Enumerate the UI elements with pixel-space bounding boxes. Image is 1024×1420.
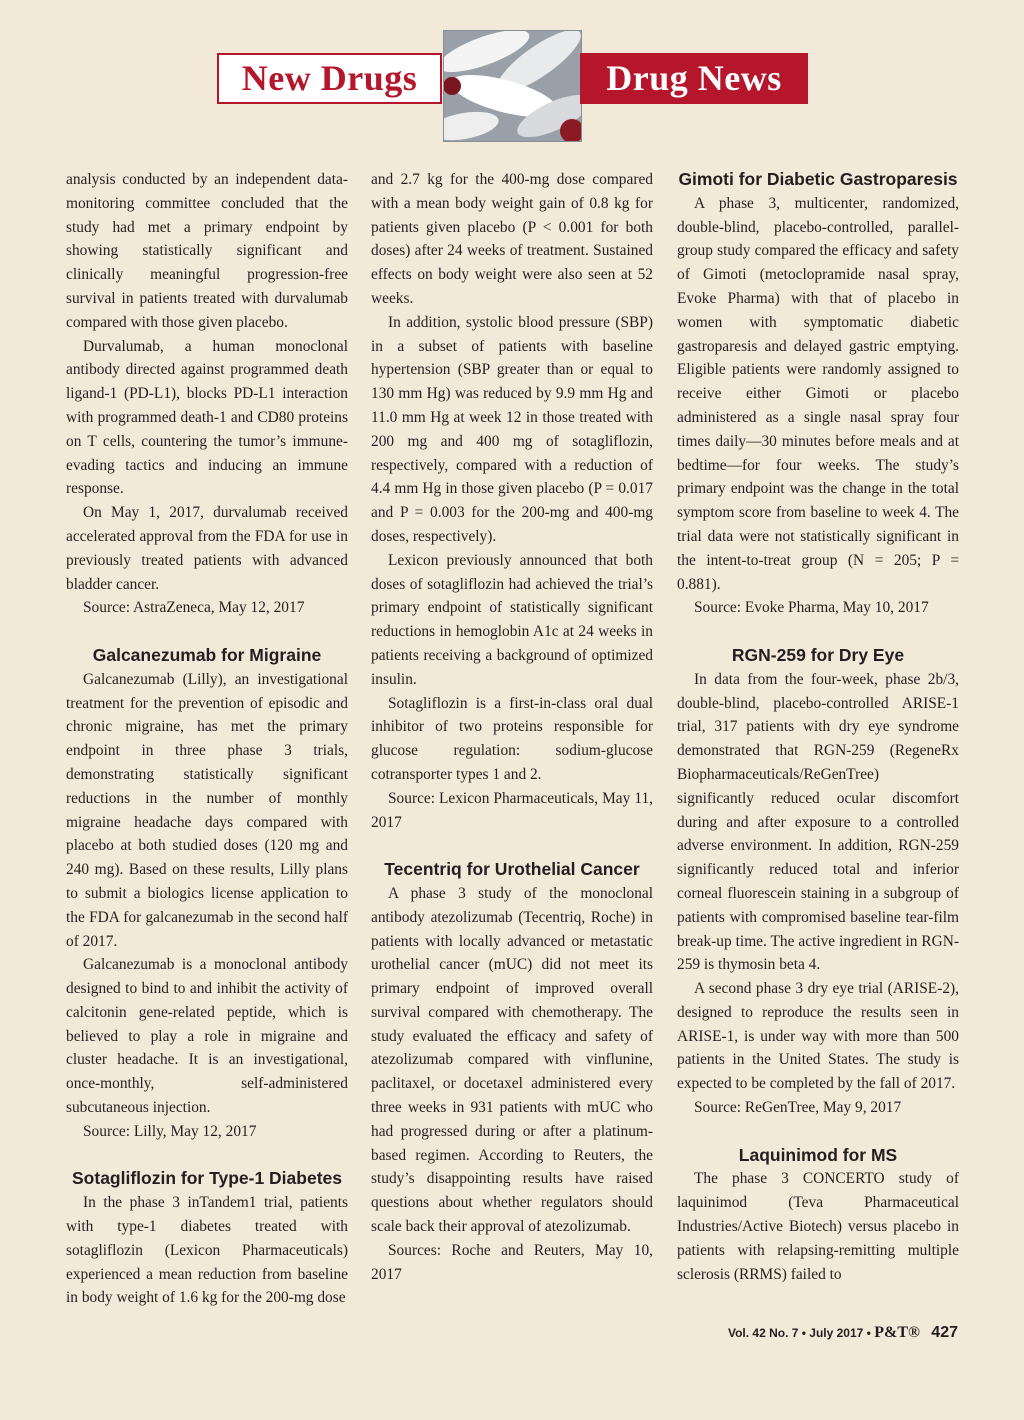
article-paragraph: and 2.7 kg for the 400-mg dose compared with a mean body weight gain of 0.8 kg for patients given placebo (P < 0.001 for both doses) after 24 weeks of treatment. Sustained effects on body weight were also seen at 52 weeks. [371,171,653,307]
article-paragraph: Source: Lilly, May 12, 2017 [83,1122,257,1140]
article-paragraph: Durvalumab, a human monoclonal antibody directed against programmed death ligand-1 (PD-L1), blocks PD-L1 interaction with programmed death-1 and CD80 proteins on T cells, countering the tumor’s immune-evading tactics and inducing an immune response. [66,337,348,498]
article-paragraph: Galcanezumab is a monoclonal antibody designed to bind to and inhibit the activity of calcitonin gene-related peptide, which is believed to play a role in migraine and cluster headache. It is an investigational, once-monthly, self-administered subcutaneous injection. [66,956,348,1117]
article-heading: RGN-259 for Dry Eye [731,644,905,665]
article-paragraph: Galcanezumab (Lilly), an investigational treatment for the prevention of episodic and chronic migraine, has met the primary endpoint in three phase 3 trials, demonstrating statistically significant reductions in the number of monthly migraine headache days compared with placebo at both studied doses (120 mg and 240 mg). Based on these results, Lilly plans to submit a biologics license application to the FDA for galcanezumab in the second half of 2017. [66,670,348,950]
article-heading: Gimoti for Diabetic Gastroparesis [678,169,958,189]
page-number: 427 [931,1324,958,1341]
footer-citation: Vol. 42 No. 7 • July 2017 • [727,1326,871,1340]
drug-news-banner: Drug News [580,53,808,104]
new-drugs-banner: New Drugs [217,53,442,104]
article-paragraph: Lexicon previously announced that both doses of sotagliflozin had achieved the trial’s primary endpoint of statistically significant reductions in hemoglobin A1c at 24 weeks in patients receiving a background of optimized insulin. [371,551,653,688]
article-paragraph: analysis conducted by an independent data-monitoring committee concluded that the study had met a primary endpoint by showing statistically significant and clinically meaningful progression-free survival in patients treated with durvalumab compared with those given placebo. [66,171,348,331]
column-1 [66,168,348,1310]
spacer [677,620,959,644]
spacer [66,620,348,644]
article-paragraph: In addition, systolic blood pressure (SBP) in a subset of patients with baseline hypertension (SBP greater than or equal to 130 mm Hg) was reduced by 9.9 mm Hg and 11.0 mm Hg at week 12 in those treated with 200 mg and 400 mg of sotagliflozin, respectively, compared with a reduction of 4.4 mm Hg in those given placebo (P = 0.017 and P = 0.003 for the 200-mg and 400-mg doses, respectively). [371,313,653,545]
page-footer [728,1324,958,1342]
section-header [0,30,1024,140]
spacer [677,1120,959,1144]
article-paragraph: In data from the four-week, phase 2b/3, double-blind, placebo-controlled ARISE-1 trial, 317 patients with dry eye syndrome demonstrated that RGN-259 (RegeneRx Biopharmaceuticals/ReGenTree) significantly reduced ocular discomfort during and after exposure to a controlled adverse environment. In addition, RGN-259 significantly reduced total and inferior corneal fluorescein staining in a subgroup of patients with compromised baseline tear-film break-up time. The active ingredient in RGN-259 is thymosin beta 4. [677,670,959,974]
column-2 [371,168,653,1286]
article-heading: Galcanezumab for Migraine [92,644,322,665]
article-paragraph: Source: Evoke Pharma, May 10, 2017 [694,599,929,617]
pills-illustration [444,31,581,141]
article-heading: Tecentriq for Urothelial Cancer [384,859,640,880]
article-heading: Sotagliflozin for Type-1 Diabetes [72,1168,342,1189]
article-paragraph: Source: AstraZeneca, May 12, 2017 [83,599,305,617]
article-paragraph: Source: ReGenTree, May 9, 2017 [694,1099,902,1117]
article-paragraph: A phase 3 study of the monoclonal antibody atezolizumab (Tecentriq, Roche) in patients with locally advanced or metastatic urothelial cancer (mUC) did not meet its primary endpoint of improved overall survival compared with chemotherapy. The study evaluated the efficacy and safety of atezolizumab compared with vinflunine, paclitaxel, or docetaxel administered every three weeks in 931 patients with mUC who had progressed during or after a platinum-based regimen. According to Reuters, the study’s disappointing results have raised questions about whether regulators should scale back their approval of atezolizumab. [371,884,653,1236]
spacer [371,834,653,858]
article-paragraph: In the phase 3 inTandem1 trial, patients with type-1 diabetes treated with sotagliflozin (Lexicon Pharmaceuticals) experienced a mean reduction from baseline in body weight of 1.6 kg for the 200-mg dose [66,1194,348,1307]
article-paragraph: Sotagliflozin is a first-in-class oral dual inhibitor of two proteins responsible for glucose regulation: sodium-glucose cotransporter types 1 and 2. [371,694,653,783]
spacer [66,1144,348,1168]
journal-name: P&T® [874,1324,920,1341]
article-paragraph: On May 1, 2017, durvalumab received accelerated approval from the FDA for use in previously treated patients with advanced bladder cancer. [66,504,348,593]
article-paragraph: Source: Lexicon Pharmaceuticals, May 11, 2017 [371,789,653,831]
article-paragraph: The phase 3 CONCERTO study of laquinimod (Teva Pharmaceutical Industries/Active Biotech) versus placebo in patients with relapsing-remitting multiple sclerosis (RRMS) failed to [677,1170,959,1283]
article-paragraph: A phase 3, multicenter, randomized, double-blind, placebo-controlled, parallel-group study compared the efficacy and safety of Gimoti (metoclopramide nasal spray, Evoke Pharma) with that of placebo in women with symptomatic diabetic gastroparesis and delayed gastric emptying. Eligible patients were randomly assigned to receive either Gimoti or placebo administered as a single nasal spray four times daily—30 minutes before meals and at bedtime—for four weeks. The study’s primary endpoint was the change in the total symptom score from baseline to week 4. The trial data were not statistically significant in the intent-to-treat group (N = 205; P = 0.881). [677,194,959,593]
article-paragraph: Sources: Roche and Reuters, May 10, 2017 [371,1241,653,1283]
pills-image [443,30,582,142]
article-paragraph: A second phase 3 dry eye trial (ARISE-2), designed to reproduce the results seen in ARISE-1, is under way with more than 500 patients in the United States. The study is expected to be completed by the fall of 2017. [677,980,959,1093]
article-heading: Laquinimod for MS [738,1144,898,1165]
column-3 [677,168,959,1286]
